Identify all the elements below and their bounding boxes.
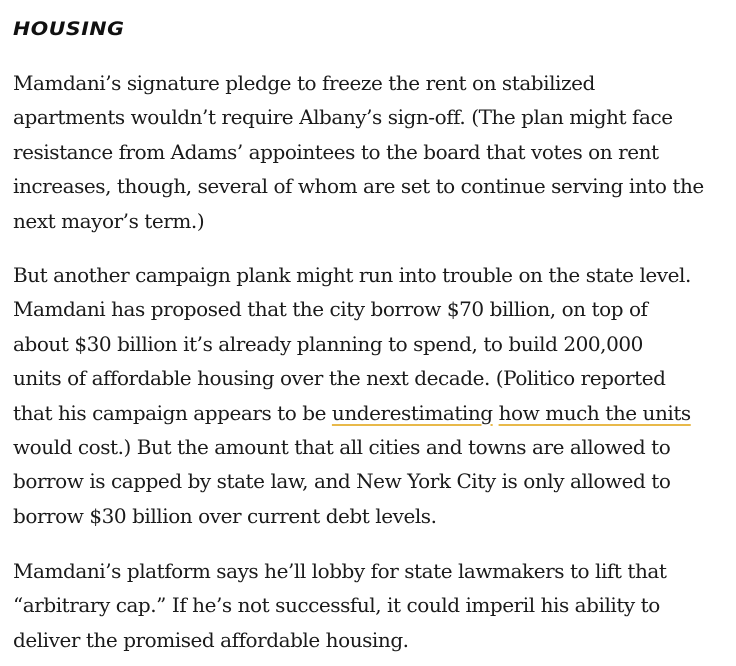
paragraph-rent-freeze	[13, 66, 704, 238]
section-heading: HOUSING	[13, 18, 125, 40]
text-line: Mamdani’s signature pledge to freeze the rent on stabilized	[13, 71, 595, 95]
text-line: borrow $30 billion over current debt levels.	[13, 503, 437, 528]
text-line: apartments wouldn’t require Albany’s sign-off. (The plan might face	[13, 105, 673, 130]
text-line: would cost.) But the amount that all cities and towns are allowed to	[13, 435, 671, 460]
text-line-with-links	[13, 396, 691, 430]
paragraph-borrowing	[13, 258, 691, 533]
text-line: Mamdani’s platform says he’ll lobby for state lawmakers to lift that	[13, 559, 667, 583]
unit-cost-link[interactable]: how much the units	[498, 400, 691, 425]
text-line: resistance from Adams’ appointees to the board that votes on rent	[13, 139, 659, 164]
text-line: Mamdani has proposed that the city borrow $70 billion, on top of	[13, 297, 648, 322]
paragraph-debt-cap	[13, 554, 666, 657]
text-line: “arbitrary cap.” If he’s not successful, it could imperil his ability to	[13, 593, 660, 618]
underestimating-link[interactable]: underestimating	[331, 400, 493, 425]
text-line: about $30 billion it’s already planning to spend, to build 200,000	[13, 331, 643, 356]
text-line: increases, though, several of whom are set to continue serving into the	[13, 174, 704, 199]
text-segment: that his campaign appears to be	[13, 400, 332, 425]
text-line: next mayor’s term.)	[13, 208, 205, 233]
text-line: But another campaign plank might run into trouble on the state level.	[13, 263, 691, 287]
text-line: borrow is capped by state law, and New York City is only allowed to	[13, 469, 671, 494]
text-line: deliver the promised affordable housing.	[13, 627, 409, 652]
text-line: units of affordable housing over the next decade. (Politico reported	[13, 366, 666, 391]
